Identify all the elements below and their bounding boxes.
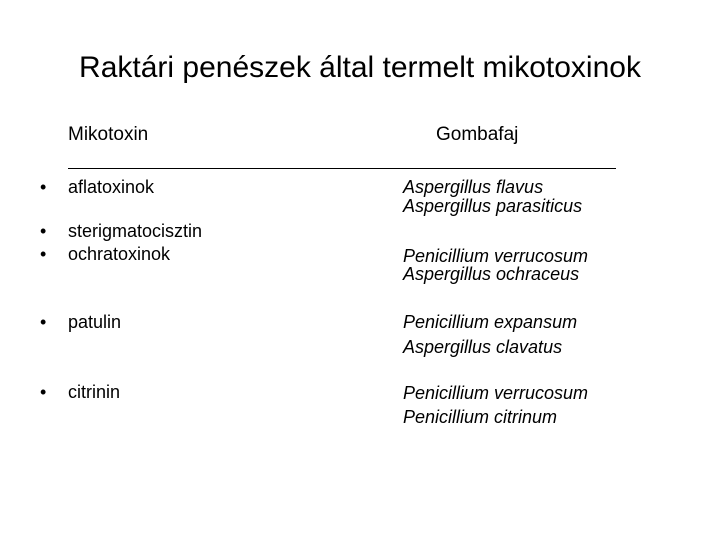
fungus-species: Aspergillus clavatus [403,337,563,357]
list-item-ochratoxin [0,243,720,265]
column-header-fungus: Gombafaj [436,124,519,145]
fungus-species: Aspergillus ochraceus [403,264,580,284]
list-item-citrinin [0,381,720,403]
mycotoxin-name: aflatoxinok [68,177,155,197]
fungus-species: Penicillium verrucosum [403,246,589,266]
fungus-species: Penicillium expansum [403,312,578,332]
fungus-species: Penicillium citrinum [403,407,558,427]
bullet: • [40,312,47,332]
mycotoxin-name: sterigmatocisztin [68,221,203,241]
mycotoxin-name: patulin [68,312,122,332]
slide-title: Raktári penészek által termelt mikotoxinok [79,51,641,84]
list-item-sterigmatocystin [0,220,720,242]
fungus-species: Aspergillus parasiticus [403,196,583,216]
mycotoxin-name: ochratoxinok [68,244,171,264]
list-item-aflatoxin [0,176,720,198]
fungus-species: Penicillium verrucosum [403,383,589,403]
bullet: • [40,244,47,264]
list-item-patulin [0,311,720,333]
fungus-species: Aspergillus flavus [403,177,544,197]
bullet: • [40,177,47,197]
column-header-mycotoxin: Mikotoxin [68,124,149,145]
mycotoxin-name: citrinin [68,382,121,402]
header-rule [68,168,616,169]
bullet: • [40,382,47,402]
bullet: • [40,221,47,241]
